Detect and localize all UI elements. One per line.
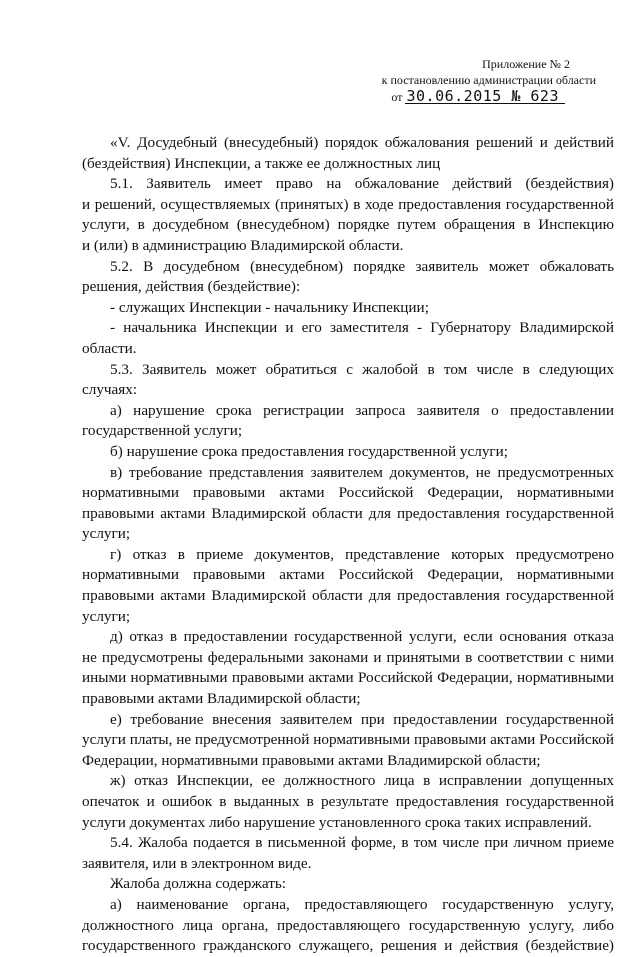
text-line: нормативными правовыми актами Российской Федерации, нормативными <box>82 566 614 584</box>
text-line: - служащих Инспекции - начальнику Инспекции; <box>110 298 429 316</box>
text-line: услуги документах либо нарушение установленного срока таких исправлений. <box>82 813 592 831</box>
date-stamp: 30.06.2015 № 623 <box>405 90 566 104</box>
text-line: иными нормативными правовыми актами Российской Федерации, нормативными <box>82 669 614 687</box>
text-line: области. <box>82 339 137 357</box>
date-prefix: от <box>391 90 403 104</box>
text-line: и решений, осуществляемых (принятых) в ходе предоставления государственной <box>82 195 614 213</box>
text-line: нормативными правовыми актами Российской Федерации, нормативными <box>82 484 614 502</box>
appendix-subtitle: к постановлению администрации области <box>381 73 596 87</box>
text-line: государственного гражданского служащего, решения и действия (бездействие) <box>82 937 614 955</box>
text-line: услуги; <box>82 525 131 543</box>
text-line: г) отказ в приеме документов, представление которых предусмотрено <box>110 545 614 563</box>
text-line: 5.2. В досудебном (внесудебном) порядке заявитель может обжаловать <box>110 257 614 275</box>
text-line: опечаток и ошибок в выданных в результате предоставления государственной <box>82 793 614 810</box>
text-line: не предусмотрены федеральными законами и принятыми в соответствии с ними <box>82 648 614 666</box>
text-line: правовыми актами Владимирской области для предоставления государственной <box>82 504 614 522</box>
text-line: ж) отказ Инспекции, ее должностного лица в исправлении допущенных <box>110 772 614 790</box>
text-line: «V. Досудебный (внесудебный) порядок обжалования решений и действий <box>110 134 614 151</box>
text-line: и (или) в администрацию Владимирской области. <box>82 236 404 254</box>
text-line: заявителя, или в электронном виде. <box>82 854 312 872</box>
document-body <box>82 133 614 957</box>
text-line: правовыми актами Владимирской области для предоставления государственной <box>82 587 614 605</box>
text-line: услуги; <box>82 607 131 625</box>
text-line: в) требование представления заявителем документов, не предусмотренных <box>110 463 614 481</box>
text-line: Федерации, нормативными правовыми актами Владимирской области; <box>82 751 541 769</box>
text-line: 5.3. Заявитель может обратиться с жалобой в том числе в следующих <box>110 360 614 378</box>
text-line: е) требование внесения заявителем при предоставлении государственной <box>110 710 614 728</box>
text-line: а) наименование органа, предоставляющего государственную услугу, <box>110 895 614 913</box>
text-line: услуги платы, не предусмотренной нормативными правовыми актами Российской <box>82 731 614 749</box>
text-line: а) нарушение срока регистрации запроса заявителя о предоставлении <box>110 401 614 419</box>
text-line: должностного лица органа, предоставляющего государственную услугу, либо <box>82 916 614 934</box>
text-line: - начальника Инспекции и его заместителя - Губернатору Владимирской <box>110 319 614 337</box>
text-line: правовыми актами Владимирской области; <box>82 690 361 708</box>
text-line: государственной услуги; <box>82 422 243 440</box>
text-line: случаях: <box>82 381 138 399</box>
text-line: 5.4. Жалоба подается в письменной форме, в том числе при личном приеме <box>110 834 614 852</box>
text-line: 5.1. Заявитель имеет право на обжалование действий (бездействия) <box>110 175 614 193</box>
appendix-date-line <box>391 87 565 105</box>
appendix-title: Приложение № 2 <box>482 57 570 71</box>
text-line: д) отказ в предоставлении государственной услуги, если основания отказа <box>110 628 614 646</box>
text-line: услуги, в досудебном (внесудебном) порядке путем обращения в Инспекцию <box>82 216 614 234</box>
text-line: (бездействия) Инспекции, а также ее должностных лиц <box>82 154 441 172</box>
text-line: Жалоба должна содержать: <box>110 875 286 893</box>
text-line: б) нарушение срока предоставления государственной услуги; <box>110 442 508 460</box>
text-line: решения, действия (бездействие): <box>82 278 301 296</box>
